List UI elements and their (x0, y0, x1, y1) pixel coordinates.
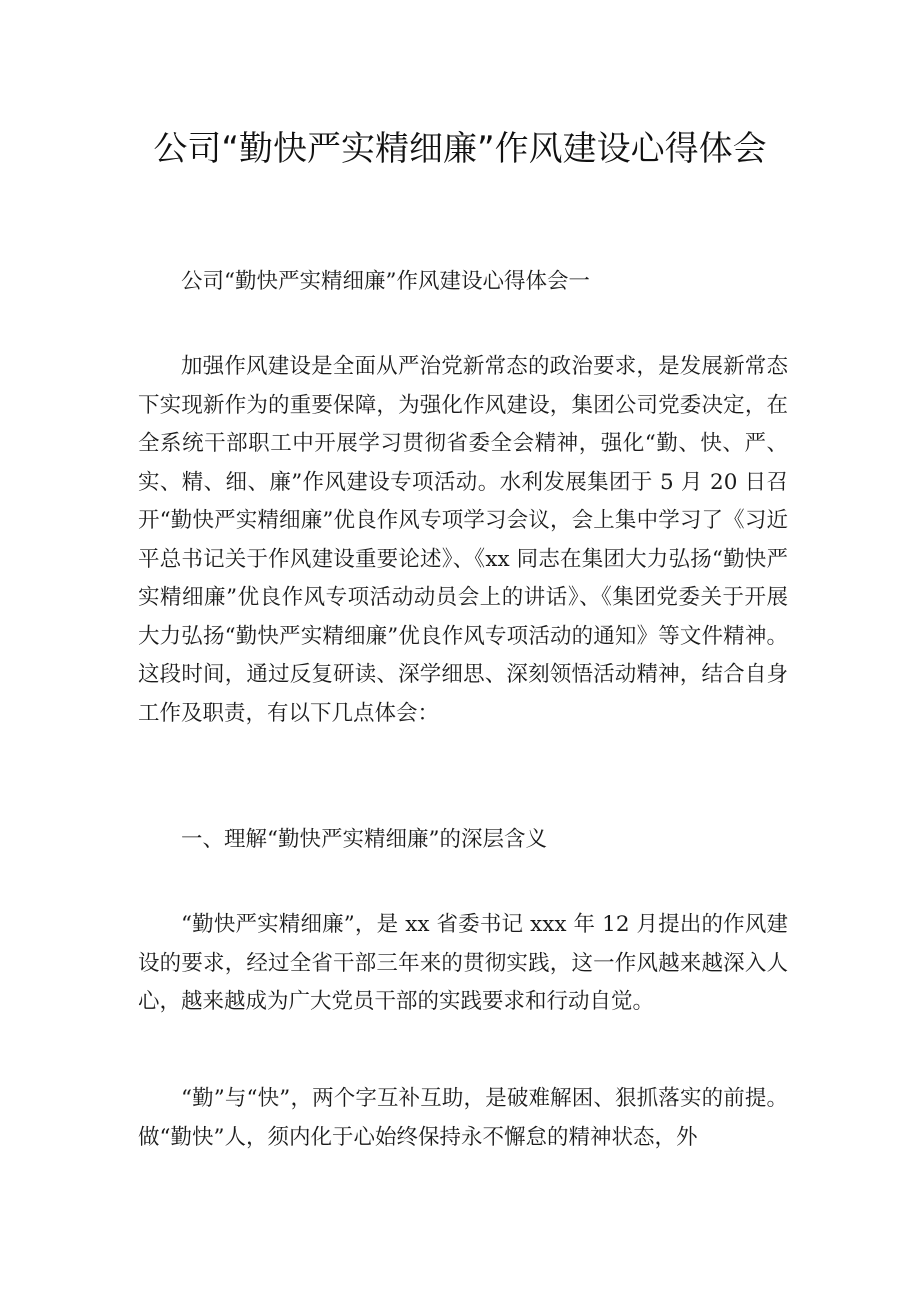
section-subtitle: 公司“勤快严实精细廉”作风建设心得体会一 (181, 269, 590, 294)
document-title: 公司“勤快严实精细廉”作风建设心得体会 (153, 129, 767, 169)
section-heading-1: 一、理解“勤快严实精细廉”的深层含义 (181, 827, 547, 852)
intro-paragraph: 加强作风建设是全面从严治党新常态的政治要求，是发展新常态下实现新作为的重要保障，为强化作风建设，集团公司党委决定，在全系统干部职工中开展学习贯彻省委全会精神，强化“勤、快、严、实、精、细、廉”作风建设专项活动。水利发展集团于 5 月 20 日召开“勤快严实精细廉”优良作风专项学习会议，会上集中学习了《习近平总书记关于作风建设重要论述》、《xx 同志在集团大力弘扬“勤快严实精细廉”优良作风专项活动动员会上的讲话》、《集团党委关于开展大力弘扬“勤快严实精细廉”优良作风专项活动的通知》等文件精神。这段时间，通过反复研读、深学细思、深刻领悟活动精神，结合自身工作及职责，有以下几点体会： (138, 354, 788, 726)
meaning-paragraph: “勤快严实精细廉”，是 xx 省委书记 xxx 年 12 月提出的作风建设的要求，经过全省干部三年来的贯彻实践，这一作风越来越深入人心，越来越成为广大党员干部的实践要求和行动自觉。 (138, 912, 788, 1014)
qin-kuai-paragraph: “勤”与“快”，两个字互补互助，是破难解困、狠抓落实的前提。做“勤快”人，须内化于心始终保持永不懈怠的精神状态，外 (138, 1086, 788, 1150)
